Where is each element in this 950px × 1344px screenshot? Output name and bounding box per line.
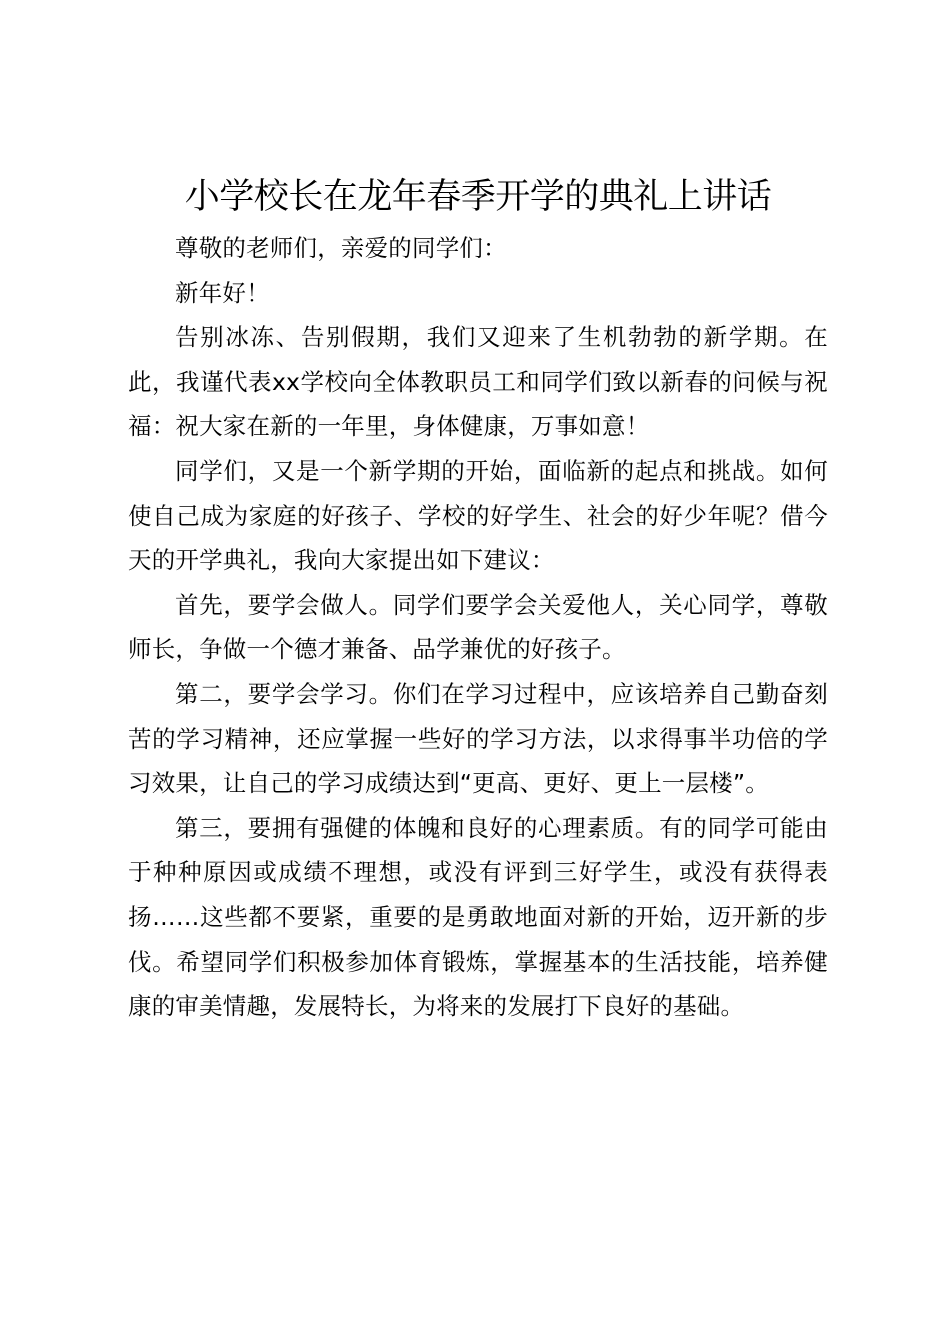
body-paragraph: 告别冰冻、告别假期，我们又迎来了生机勃勃的新学期。在此，我谨代表xx学校向全体教职员工和同学们致以新春的问候与祝福：祝大家在新的一年里，身体健康，万事如意！: [128, 323, 828, 441]
document-body: [128, 226, 828, 1029]
body-paragraph: 第三，要拥有强健的体魄和良好的心理素质。有的同学可能由于种种原因或成绩不理想，或没有评到三好学生，或没有获得表扬……这些都不要紧，重要的是勇敢地面对新的开始，迈开新的步伐。希望同学们积极参加体育锻炼，掌握基本的生活技能，培养健康的审美情趣，发展特长，为将来的发展打下良好的基础。: [128, 813, 828, 1021]
greeting-paragraph: 新年好！: [175, 278, 270, 307]
salutation-paragraph: 尊敬的老师们，亲爱的同学们：: [175, 234, 507, 262]
body-paragraph: 首先，要学会做人。同学们要学会关爱他人，关心同学，尊敬师长，争做一个德才兼备、品学兼优的好孩子。: [128, 590, 828, 664]
document-title: 小学校长在龙年春季开学的典礼上讲话: [184, 177, 772, 217]
body-paragraph: 同学们，又是一个新学期的开始，面临新的起点和挑战。如何使自己成为家庭的好孩子、学校的好学生、社会的好少年呢？借今天的开学典礼，我向大家提出如下建议：: [128, 456, 828, 575]
body-paragraph: 第二，要学会学习。你们在学习过程中，应该培养自己勤奋刻苦的学习精神，还应掌握一些好的学习方法，以求得事半功倍的学习效果，让自己的学习成绩达到“更高、更好、更上一层楼”。: [128, 679, 828, 798]
document-page: [128, 174, 828, 1029]
